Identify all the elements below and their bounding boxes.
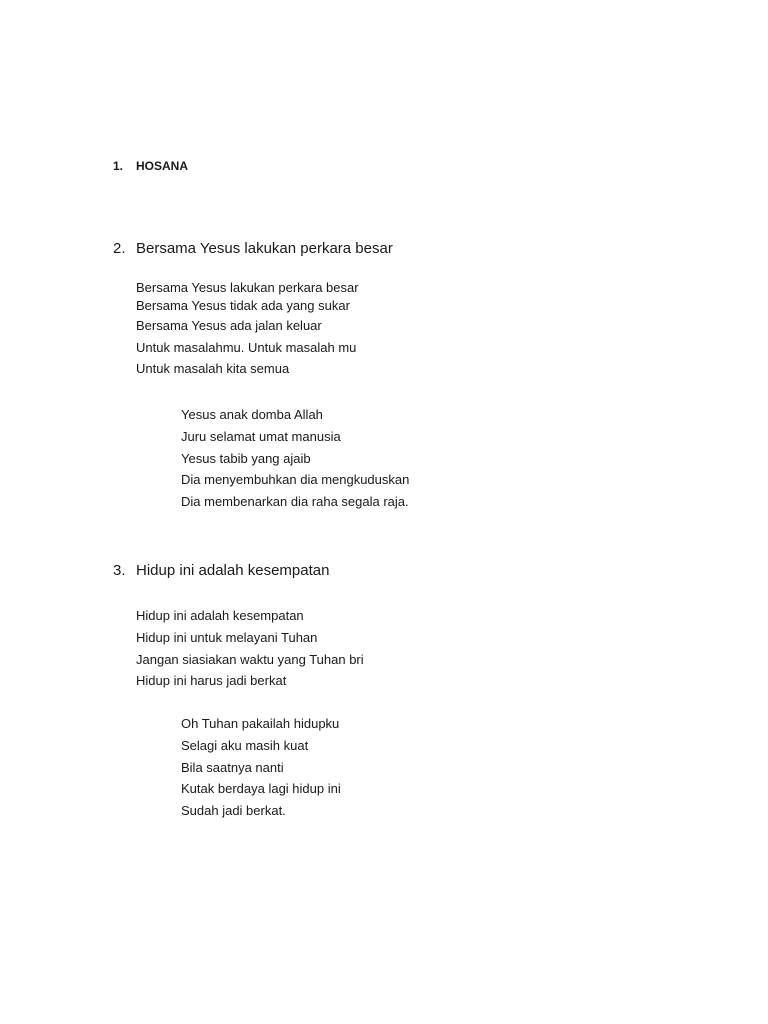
verse-line: Bersama Yesus tidak ada yang sukar: [136, 297, 350, 313]
chorus-line: Bila saatnya nanti: [181, 759, 284, 775]
song-title: HOSANA: [136, 159, 189, 173]
chorus-line: Dia menyembuhkan dia mengkuduskan: [181, 472, 410, 488]
chorus-line: Oh Tuhan pakailah hidupku: [181, 716, 340, 731]
verse-line: Hidup ini untuk melayani Tuhan: [136, 629, 318, 645]
song-verse: [136, 277, 359, 380]
chorus-line: Juru selamat umat manusia: [181, 428, 341, 444]
chorus-line: Yesus anak domba Allah: [181, 407, 323, 422]
chorus-line: Kutak berdaya lagi hidup ini: [181, 781, 341, 797]
song-chorus: [181, 404, 409, 513]
chorus-line: Selagi aku masih kuat: [181, 737, 309, 753]
chorus-line: Yesus tabib yang ajaib: [181, 450, 311, 466]
song-number: 2.: [113, 240, 126, 257]
song-number: 1.: [113, 159, 124, 173]
verse-line: Hidup ini harus jadi berkat: [136, 673, 287, 689]
verse-line: Bersama Yesus ada jalan keluar: [136, 317, 322, 333]
verse-line: Bersama Yesus lakukan perkara besar: [136, 280, 359, 295]
verse-line: Untuk masalahmu. Untuk masalah mu: [136, 339, 357, 355]
verse-line: Hidup ini adalah kesempatan: [136, 608, 304, 623]
chorus-line: Sudah jadi berkat.: [181, 803, 286, 819]
song-title: Hidup ini adalah kesempatan: [136, 562, 330, 579]
verse-line: Untuk masalah kita semua: [136, 361, 290, 377]
song-title: Bersama Yesus lakukan perkara besar: [136, 240, 393, 257]
verse-line: Jangan siasiakan waktu yang Tuhan bri: [136, 651, 364, 667]
song-chorus: [181, 713, 341, 822]
chorus-line: Dia membenarkan dia raha segala raja.: [181, 494, 409, 510]
song-number: 3.: [113, 562, 126, 579]
song-verse: [136, 605, 364, 692]
